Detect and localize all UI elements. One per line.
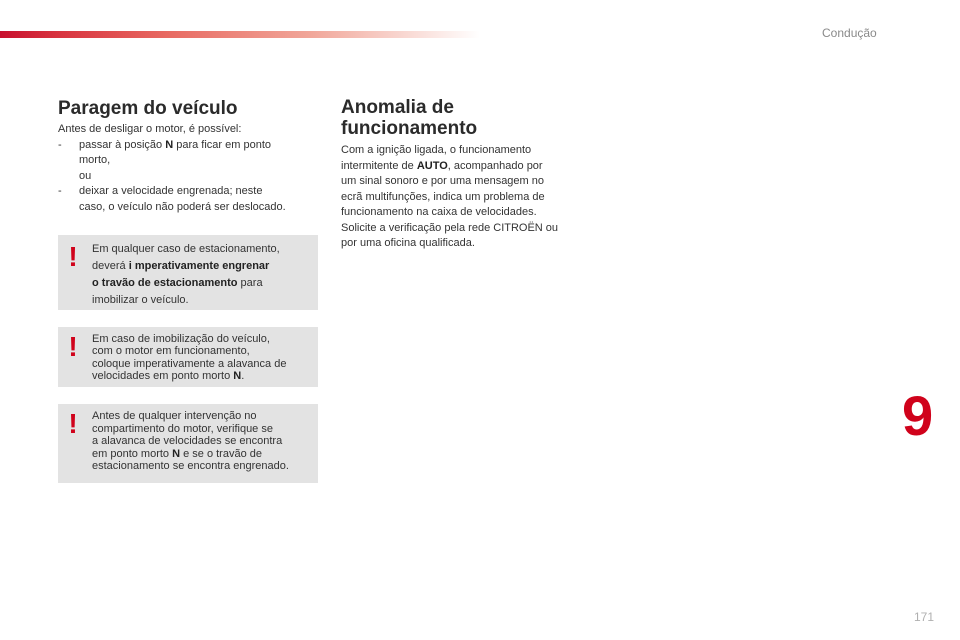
bold-run: i mperativamente engrenar	[128, 260, 270, 272]
list-dash: -	[58, 138, 62, 151]
note-line: compartimento do motor, verifique se	[92, 422, 273, 435]
anomalia-body	[341, 143, 591, 252]
list-item-continuation: caso, o veículo não poderá ser deslocado.	[79, 200, 286, 213]
warning-note-parking	[58, 235, 318, 310]
note-line	[92, 448, 314, 461]
list-item-continuation: morto,	[79, 154, 111, 166]
section-title: Condução	[822, 26, 877, 40]
text-run: velocidades em ponto morto	[92, 370, 234, 383]
note-line	[92, 275, 314, 292]
note-line: com o motor em funcionamento,	[92, 345, 250, 358]
body-line: Solicite a verificação pela rede CITROËN ou	[341, 221, 559, 234]
warning-note-text	[92, 410, 314, 473]
note-line	[92, 258, 314, 275]
warning-icon: !	[68, 408, 78, 439]
note-line: Em qualquer caso de estacionamento,	[92, 243, 280, 255]
bold-run: N	[165, 138, 174, 151]
list-item-text	[79, 138, 271, 154]
note-line: coloque imperativamente a alavanca de	[92, 357, 287, 370]
text-run: para ficar em ponto	[173, 138, 272, 151]
text-run: .	[241, 370, 245, 383]
note-line	[92, 370, 314, 382]
body-line: por uma oficina qualificada.	[341, 237, 475, 249]
list-dash: -	[58, 185, 62, 197]
note-line: a alavanca de velocidades se encontra	[92, 435, 283, 448]
anomalia-title	[341, 97, 601, 139]
text-run: passar à posição	[79, 138, 166, 151]
bold-run: AUTO	[416, 159, 448, 172]
warning-note-text	[92, 333, 314, 383]
title-line: funcionamento	[341, 118, 478, 139]
text-run: e se o travão de	[180, 447, 262, 460]
warning-note-immobilization	[58, 327, 318, 387]
list-or: ou	[79, 169, 92, 182]
note-line: imobilizar o veículo.	[92, 294, 189, 306]
header-color-bar	[0, 31, 480, 38]
body-line	[341, 159, 591, 175]
body-line: funcionamento na caixa de velocidades.	[341, 206, 537, 218]
list-item	[58, 184, 320, 200]
warning-note-text	[92, 241, 314, 309]
text-run: deverá	[92, 260, 129, 272]
list-item-text: deixar a velocidade engrenada; neste	[79, 185, 263, 197]
warning-icon: !	[68, 331, 78, 362]
bold-run: N	[233, 370, 242, 383]
bold-run: o travão de estacionamento	[92, 277, 238, 289]
paragem-title: Paragem do veículo	[58, 98, 238, 119]
page-number: 171	[914, 610, 935, 624]
bold-run: N	[172, 447, 181, 460]
paragem-intro: Antes de desligar o motor, é possível:	[58, 123, 242, 135]
title-line: Anomalia de	[341, 97, 454, 118]
note-line: Em caso de imobilização do veículo,	[92, 333, 270, 345]
note-line: Antes de qualquer intervenção no	[92, 410, 257, 422]
text-run: intermitente de	[341, 159, 417, 172]
warning-icon: !	[68, 241, 78, 272]
text-run: para	[237, 277, 263, 289]
warning-note-engine-compartment	[58, 404, 318, 483]
note-line: estacionamento se encontra engrenado.	[92, 460, 289, 473]
body-line: um sinal sonoro e por uma mensagem no	[341, 175, 544, 187]
list-item	[58, 138, 320, 154]
text-run: , acompanhado por	[447, 159, 543, 172]
body-line: ecrã multifunções, indica um problema de	[341, 190, 545, 203]
text-run: em ponto morto	[92, 447, 173, 460]
body-line: Com a ignição ligada, o funcionamento	[341, 144, 532, 156]
chapter-number: 9	[902, 384, 934, 447]
paragem-body	[58, 122, 320, 215]
